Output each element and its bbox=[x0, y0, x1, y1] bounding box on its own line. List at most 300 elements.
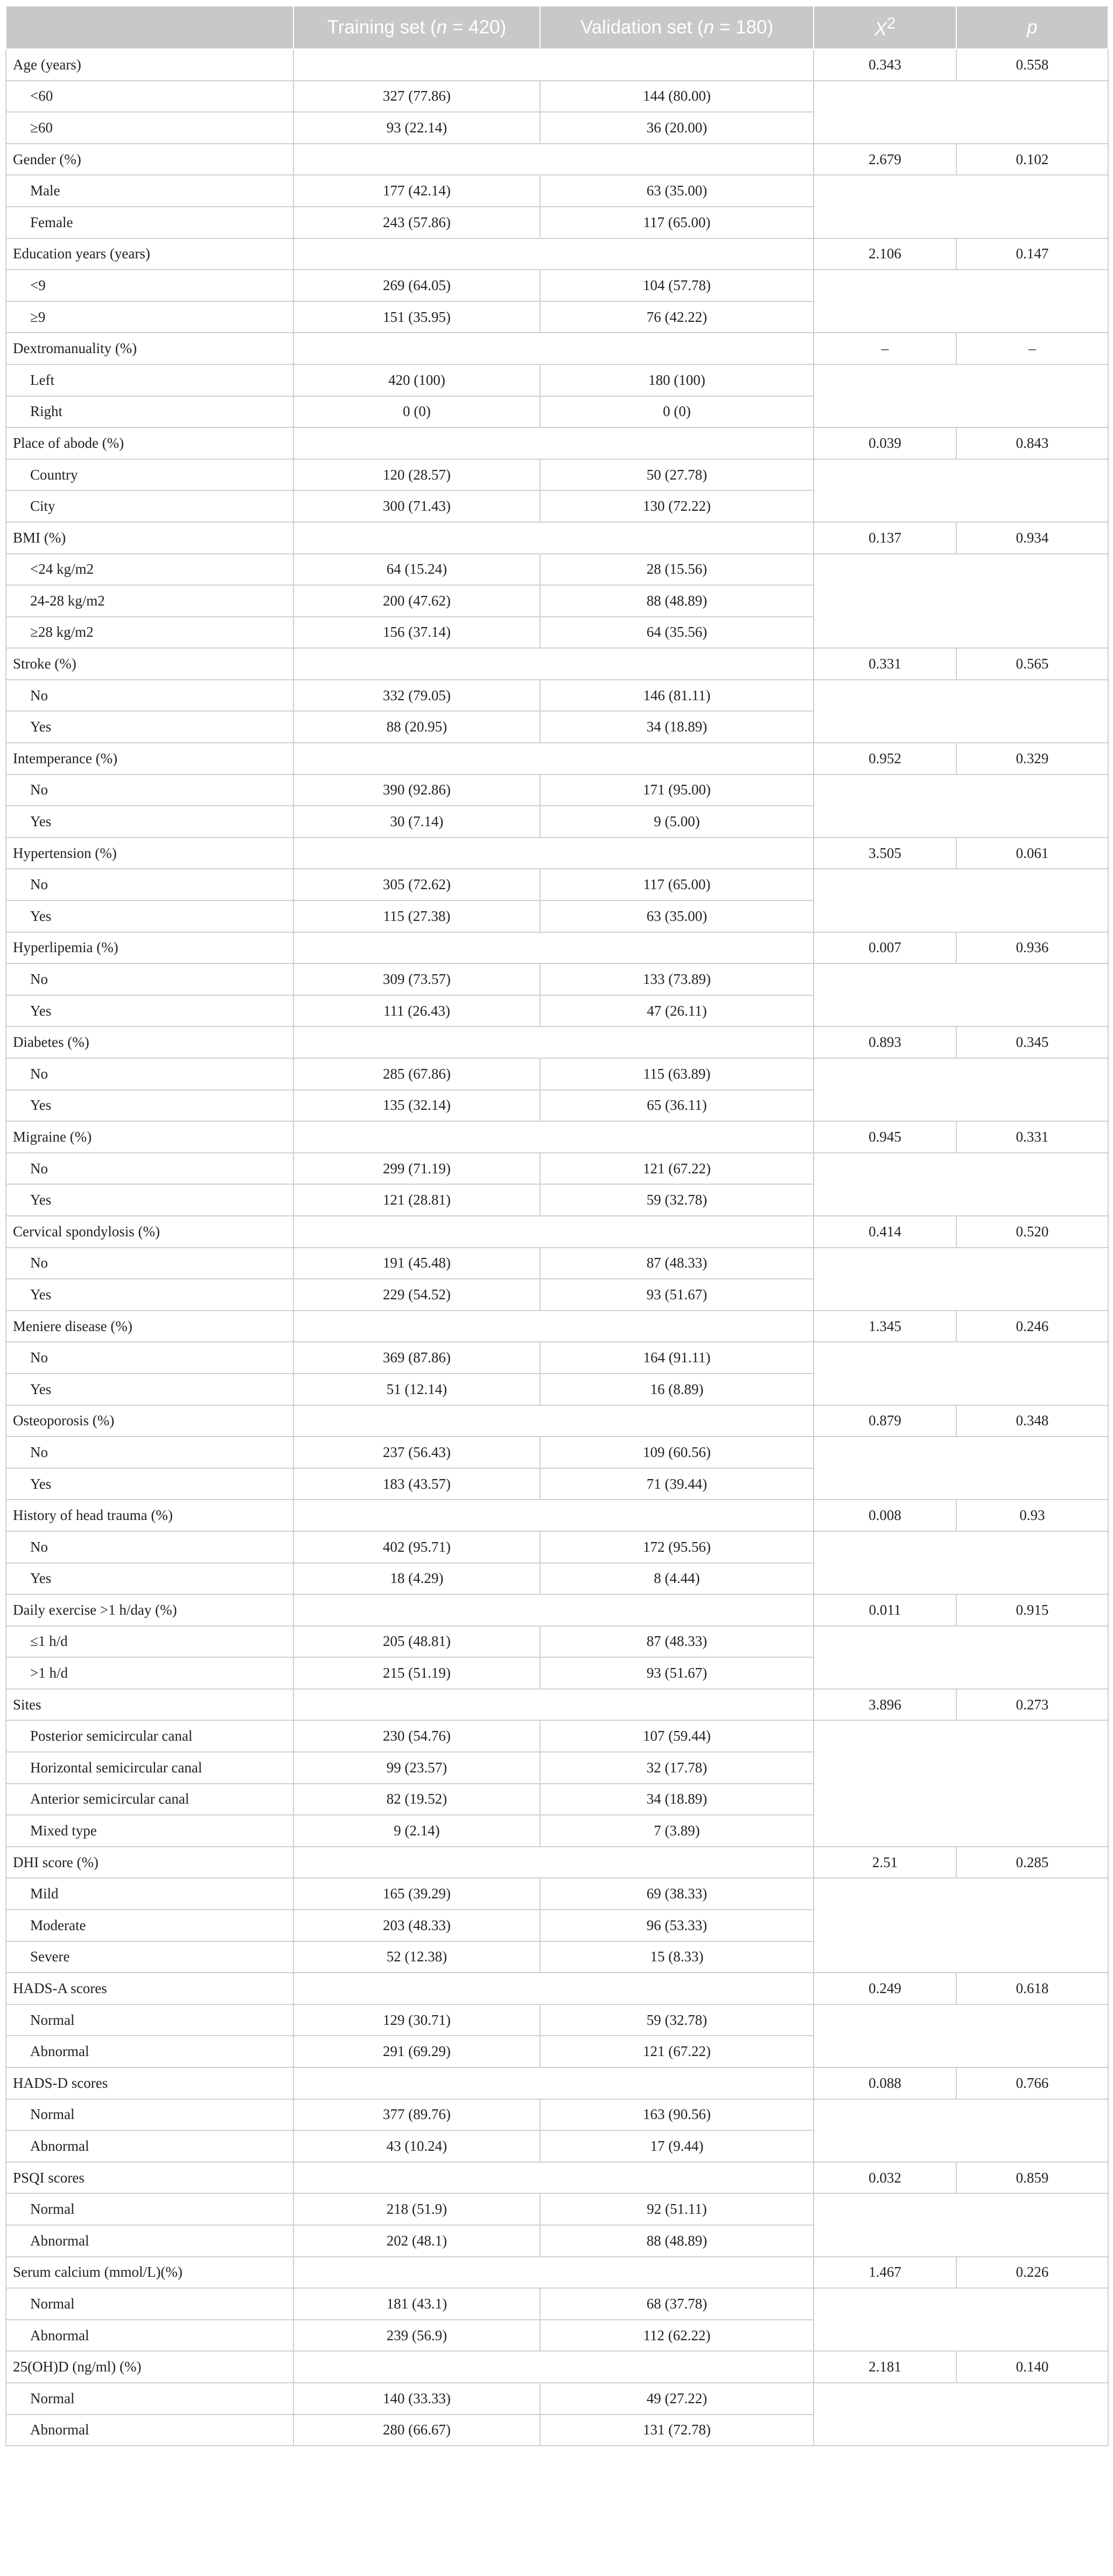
subgroup-label: Yes bbox=[6, 1279, 293, 1311]
table-row bbox=[6, 459, 1108, 491]
training-count: 332 (79.05) bbox=[293, 680, 540, 712]
validation-count: 17 (9.44) bbox=[540, 2130, 814, 2162]
subgroup-label: Yes bbox=[6, 1374, 293, 1405]
validation-count: 117 (65.00) bbox=[540, 869, 814, 900]
p-value: 0.246 bbox=[956, 1311, 1108, 1342]
chi-square-value: 0.414 bbox=[814, 1216, 956, 1248]
group-row bbox=[6, 932, 1108, 964]
training-count: 215 (51.19) bbox=[293, 1657, 540, 1689]
training-count: 369 (87.86) bbox=[293, 1342, 540, 1374]
group-label: Daily exercise >1 h/day (%) bbox=[6, 1594, 293, 1626]
validation-count: 36 (20.00) bbox=[540, 112, 814, 144]
chi-square-value: 0.137 bbox=[814, 522, 956, 554]
stat-blank-cell bbox=[814, 2193, 1108, 2256]
validation-count: 112 (62.22) bbox=[540, 2320, 814, 2352]
validation-count: 117 (65.00) bbox=[540, 207, 814, 238]
subgroup-label: Yes bbox=[6, 995, 293, 1027]
header-training-n: n bbox=[436, 17, 447, 38]
training-count: 300 (71.43) bbox=[293, 490, 540, 522]
validation-count: 49 (27.22) bbox=[540, 2383, 814, 2415]
p-value: 0.934 bbox=[956, 522, 1108, 554]
validation-count: 50 (27.78) bbox=[540, 459, 814, 491]
stat-blank-cell bbox=[814, 1531, 1108, 1594]
subgroup-label: No bbox=[6, 1531, 293, 1563]
group-row bbox=[6, 2162, 1108, 2194]
subgroup-label: No bbox=[6, 1058, 293, 1090]
subgroup-label: Yes bbox=[6, 1563, 293, 1595]
table-row bbox=[6, 2099, 1108, 2131]
training-count: 129 (30.71) bbox=[293, 2004, 540, 2036]
p-value: 0.273 bbox=[956, 1689, 1108, 1721]
training-count: 230 (54.76) bbox=[293, 1720, 540, 1752]
header-chi-base: X bbox=[874, 18, 887, 40]
stat-blank-cell bbox=[814, 554, 1108, 649]
group-label: Migraine (%) bbox=[6, 1121, 293, 1153]
table-row bbox=[6, 1437, 1108, 1468]
group-blank-cell bbox=[293, 1405, 814, 1437]
validation-count: 88 (48.89) bbox=[540, 2225, 814, 2257]
group-label: HADS-D scores bbox=[6, 2067, 293, 2099]
group-row bbox=[6, 2351, 1108, 2383]
group-blank-cell bbox=[293, 1500, 814, 1531]
validation-count: 163 (90.56) bbox=[540, 2099, 814, 2131]
group-row bbox=[6, 743, 1108, 775]
validation-count: 68 (37.78) bbox=[540, 2288, 814, 2320]
subgroup-label: ≥9 bbox=[6, 301, 293, 333]
table-row bbox=[6, 1342, 1108, 1374]
table-row bbox=[6, 680, 1108, 712]
group-label: Hypertension (%) bbox=[6, 837, 293, 869]
training-count: 200 (47.62) bbox=[293, 585, 540, 617]
group-row bbox=[6, 1847, 1108, 1878]
training-count: 18 (4.29) bbox=[293, 1563, 540, 1595]
p-value: 0.565 bbox=[956, 648, 1108, 680]
training-count: 165 (39.29) bbox=[293, 1878, 540, 1910]
chi-square-value: – bbox=[814, 333, 956, 364]
validation-count: 87 (48.33) bbox=[540, 1626, 814, 1658]
group-row bbox=[6, 1973, 1108, 2004]
chi-square-value: 0.011 bbox=[814, 1594, 956, 1626]
validation-count: 9 (5.00) bbox=[540, 806, 814, 837]
validation-count: 180 (100) bbox=[540, 364, 814, 396]
stat-blank-cell bbox=[814, 680, 1108, 743]
p-value: 0.618 bbox=[956, 1973, 1108, 2004]
group-blank-cell bbox=[293, 2257, 814, 2289]
chi-square-value: 3.896 bbox=[814, 1689, 956, 1721]
subgroup-label: Normal bbox=[6, 2099, 293, 2131]
subgroup-label: No bbox=[6, 1248, 293, 1279]
chi-square-value: 2.51 bbox=[814, 1847, 956, 1878]
stat-blank-cell bbox=[814, 364, 1108, 427]
training-count: 0 (0) bbox=[293, 396, 540, 428]
validation-count: 59 (32.78) bbox=[540, 1184, 814, 1216]
chi-square-value: 0.331 bbox=[814, 648, 956, 680]
training-count: 156 (37.14) bbox=[293, 617, 540, 649]
group-row bbox=[6, 333, 1108, 364]
subgroup-label: Yes bbox=[6, 1468, 293, 1500]
stat-blank-cell bbox=[814, 175, 1108, 238]
validation-count: 130 (72.22) bbox=[540, 490, 814, 522]
stat-blank-cell bbox=[814, 1878, 1108, 1973]
table-row bbox=[6, 81, 1108, 112]
validation-count: 172 (95.56) bbox=[540, 1531, 814, 1563]
validation-count: 104 (57.78) bbox=[540, 270, 814, 301]
group-label: Serum calcium (mmol/L)(%) bbox=[6, 2257, 293, 2289]
validation-count: 121 (67.22) bbox=[540, 1153, 814, 1185]
baseline-characteristics-table bbox=[5, 5, 1109, 2446]
validation-count: 63 (35.00) bbox=[540, 175, 814, 207]
validation-count: 93 (51.67) bbox=[540, 1279, 814, 1311]
stat-blank-cell bbox=[814, 2004, 1108, 2067]
group-label: HADS-A scores bbox=[6, 1973, 293, 2004]
group-blank-cell bbox=[293, 1689, 814, 1721]
validation-count: 64 (35.56) bbox=[540, 617, 814, 649]
header-variable bbox=[6, 6, 293, 49]
group-blank-cell bbox=[293, 2351, 814, 2383]
table-row bbox=[6, 2288, 1108, 2320]
subgroup-label: Yes bbox=[6, 806, 293, 837]
validation-count: 87 (48.33) bbox=[540, 1248, 814, 1279]
training-count: 309 (73.57) bbox=[293, 963, 540, 995]
group-row bbox=[6, 2257, 1108, 2289]
subgroup-label: No bbox=[6, 869, 293, 900]
chi-square-value: 0.879 bbox=[814, 1405, 956, 1437]
validation-count: 92 (51.11) bbox=[540, 2193, 814, 2225]
table-row bbox=[6, 869, 1108, 900]
subgroup-label: Anterior semicircular canal bbox=[6, 1784, 293, 1815]
p-value: 0.285 bbox=[956, 1847, 1108, 1878]
subgroup-label: Normal bbox=[6, 2193, 293, 2225]
validation-count: 93 (51.67) bbox=[540, 1657, 814, 1689]
training-count: 420 (100) bbox=[293, 364, 540, 396]
p-value: 0.766 bbox=[956, 2067, 1108, 2099]
table-row bbox=[6, 1153, 1108, 1185]
group-row bbox=[6, 1026, 1108, 1058]
group-row bbox=[6, 144, 1108, 175]
p-value: 0.345 bbox=[956, 1026, 1108, 1058]
validation-count: 107 (59.44) bbox=[540, 1720, 814, 1752]
group-label: PSQI scores bbox=[6, 2162, 293, 2194]
stat-blank-cell bbox=[814, 1626, 1108, 1689]
group-blank-cell bbox=[293, 238, 814, 270]
validation-count: 8 (4.44) bbox=[540, 1563, 814, 1595]
group-label: Hyperlipemia (%) bbox=[6, 932, 293, 964]
subgroup-label: Horizontal semicircular canal bbox=[6, 1752, 293, 1784]
stat-blank-cell bbox=[814, 1153, 1108, 1216]
group-label: Osteoporosis (%) bbox=[6, 1405, 293, 1437]
subgroup-label: ≥28 kg/m2 bbox=[6, 617, 293, 649]
chi-square-value: 0.952 bbox=[814, 743, 956, 775]
group-row bbox=[6, 1121, 1108, 1153]
group-blank-cell bbox=[293, 743, 814, 775]
stat-blank-cell bbox=[814, 1342, 1108, 1405]
chi-square-value: 3.505 bbox=[814, 837, 956, 869]
table-row bbox=[6, 775, 1108, 806]
subgroup-label: Left bbox=[6, 364, 293, 396]
subgroup-label: Mild bbox=[6, 1878, 293, 1910]
validation-count: 133 (73.89) bbox=[540, 963, 814, 995]
group-blank-cell bbox=[293, 648, 814, 680]
p-value: 0.859 bbox=[956, 2162, 1108, 2194]
group-label: Meniere disease (%) bbox=[6, 1311, 293, 1342]
validation-count: 0 (0) bbox=[540, 396, 814, 428]
table-row bbox=[6, 2193, 1108, 2225]
validation-count: 28 (15.56) bbox=[540, 554, 814, 586]
table-row bbox=[6, 1720, 1108, 1752]
chi-square-value: 0.343 bbox=[814, 49, 956, 81]
group-label: BMI (%) bbox=[6, 522, 293, 554]
validation-count: 34 (18.89) bbox=[540, 1784, 814, 1815]
training-count: 191 (45.48) bbox=[293, 1248, 540, 1279]
table-row bbox=[6, 1626, 1108, 1658]
stat-blank-cell bbox=[814, 1437, 1108, 1500]
p-value: 0.520 bbox=[956, 1216, 1108, 1248]
group-label: Gender (%) bbox=[6, 144, 293, 175]
group-label: Cervical spondylosis (%) bbox=[6, 1216, 293, 1248]
training-count: 120 (28.57) bbox=[293, 459, 540, 491]
stat-blank-cell bbox=[814, 2099, 1108, 2162]
stat-blank-cell bbox=[814, 2288, 1108, 2351]
header-p-value bbox=[956, 6, 1108, 49]
subgroup-label: Yes bbox=[6, 1184, 293, 1216]
group-blank-cell bbox=[293, 1216, 814, 1248]
validation-count: 164 (91.11) bbox=[540, 1342, 814, 1374]
chi-square-value: 0.088 bbox=[814, 2067, 956, 2099]
group-blank-cell bbox=[293, 427, 814, 459]
chi-square-value: 0.032 bbox=[814, 2162, 956, 2194]
group-blank-cell bbox=[293, 1973, 814, 2004]
validation-count: 171 (95.00) bbox=[540, 775, 814, 806]
p-value: 0.331 bbox=[956, 1121, 1108, 1153]
validation-count: 63 (35.00) bbox=[540, 900, 814, 932]
chi-square-value: 0.945 bbox=[814, 1121, 956, 1153]
p-value: 0.147 bbox=[956, 238, 1108, 270]
group-row bbox=[6, 1500, 1108, 1531]
validation-count: 144 (80.00) bbox=[540, 81, 814, 112]
validation-count: 109 (60.56) bbox=[540, 1437, 814, 1468]
header-validation-suffix: = 180) bbox=[714, 17, 774, 38]
training-count: 299 (71.19) bbox=[293, 1153, 540, 1185]
training-count: 377 (89.76) bbox=[293, 2099, 540, 2131]
subgroup-label: Moderate bbox=[6, 1910, 293, 1941]
table-row bbox=[6, 963, 1108, 995]
group-blank-cell bbox=[293, 1594, 814, 1626]
validation-count: 7 (3.89) bbox=[540, 1815, 814, 1847]
training-count: 115 (27.38) bbox=[293, 900, 540, 932]
stat-blank-cell bbox=[814, 869, 1108, 932]
p-value: 0.061 bbox=[956, 837, 1108, 869]
training-count: 183 (43.57) bbox=[293, 1468, 540, 1500]
group-blank-cell bbox=[293, 837, 814, 869]
validation-count: 69 (38.33) bbox=[540, 1878, 814, 1910]
subgroup-label: Country bbox=[6, 459, 293, 491]
group-blank-cell bbox=[293, 49, 814, 81]
group-row bbox=[6, 427, 1108, 459]
group-blank-cell bbox=[293, 333, 814, 364]
training-count: 269 (64.05) bbox=[293, 270, 540, 301]
p-value: 0.140 bbox=[956, 2351, 1108, 2383]
subgroup-label: City bbox=[6, 490, 293, 522]
chi-square-value: 0.008 bbox=[814, 1500, 956, 1531]
validation-count: 131 (72.78) bbox=[540, 2415, 814, 2446]
p-value: 0.329 bbox=[956, 743, 1108, 775]
subgroup-label: Abnormal bbox=[6, 2415, 293, 2446]
chi-square-value: 0.007 bbox=[814, 932, 956, 964]
group-label: Intemperance (%) bbox=[6, 743, 293, 775]
table-row bbox=[6, 2383, 1108, 2415]
subgroup-label: No bbox=[6, 1153, 293, 1185]
table-row bbox=[6, 554, 1108, 586]
training-count: 218 (51.9) bbox=[293, 2193, 540, 2225]
training-count: 151 (35.95) bbox=[293, 301, 540, 333]
training-count: 64 (15.24) bbox=[293, 554, 540, 586]
training-count: 52 (12.38) bbox=[293, 1941, 540, 1973]
subgroup-label: 24-28 kg/m2 bbox=[6, 585, 293, 617]
chi-square-value: 1.467 bbox=[814, 2257, 956, 2289]
header-validation-prefix: Validation set ( bbox=[580, 17, 704, 38]
group-label: Stroke (%) bbox=[6, 648, 293, 680]
table-body bbox=[6, 49, 1108, 2446]
header-chi-sup: 2 bbox=[887, 15, 896, 32]
group-blank-cell bbox=[293, 1311, 814, 1342]
group-row bbox=[6, 2067, 1108, 2099]
training-count: 203 (48.33) bbox=[293, 1910, 540, 1941]
validation-count: 15 (8.33) bbox=[540, 1941, 814, 1973]
subgroup-label: ≥60 bbox=[6, 112, 293, 144]
training-count: 51 (12.14) bbox=[293, 1374, 540, 1405]
header-training-prefix: Training set ( bbox=[327, 17, 437, 38]
p-value: 0.93 bbox=[956, 1500, 1108, 1531]
chi-square-value: 0.893 bbox=[814, 1026, 956, 1058]
validation-count: 59 (32.78) bbox=[540, 2004, 814, 2036]
p-value: 0.843 bbox=[956, 427, 1108, 459]
training-count: 121 (28.81) bbox=[293, 1184, 540, 1216]
table-row bbox=[6, 1531, 1108, 1563]
group-label: 25(OH)D (ng/ml) (%) bbox=[6, 2351, 293, 2383]
table-row bbox=[6, 175, 1108, 207]
p-value: 0.348 bbox=[956, 1405, 1108, 1437]
subgroup-label: ≤1 h/d bbox=[6, 1626, 293, 1658]
table-row bbox=[6, 1058, 1108, 1090]
subgroup-label: No bbox=[6, 1437, 293, 1468]
training-count: 239 (56.9) bbox=[293, 2320, 540, 2352]
group-label: Education years (years) bbox=[6, 238, 293, 270]
group-row bbox=[6, 1216, 1108, 1248]
training-count: 140 (33.33) bbox=[293, 2383, 540, 2415]
subgroup-label: Severe bbox=[6, 1941, 293, 1973]
table-header-row bbox=[6, 6, 1108, 49]
chi-square-value: 2.106 bbox=[814, 238, 956, 270]
group-label: Place of abode (%) bbox=[6, 427, 293, 459]
validation-count: 32 (17.78) bbox=[540, 1752, 814, 1784]
subgroup-label: Yes bbox=[6, 1090, 293, 1122]
stat-blank-cell bbox=[814, 963, 1108, 1026]
chi-square-value: 2.679 bbox=[814, 144, 956, 175]
subgroup-label: Normal bbox=[6, 2004, 293, 2036]
validation-count: 121 (67.22) bbox=[540, 2036, 814, 2067]
group-row bbox=[6, 238, 1108, 270]
chi-square-value: 2.181 bbox=[814, 2351, 956, 2383]
subgroup-label: No bbox=[6, 680, 293, 712]
p-value: – bbox=[956, 333, 1108, 364]
subgroup-label: Mixed type bbox=[6, 1815, 293, 1847]
subgroup-label: <9 bbox=[6, 270, 293, 301]
training-count: 305 (72.62) bbox=[293, 869, 540, 900]
training-count: 291 (69.29) bbox=[293, 2036, 540, 2067]
header-chi-square bbox=[814, 6, 956, 49]
table-row bbox=[6, 1878, 1108, 1910]
stat-blank-cell bbox=[814, 1720, 1108, 1846]
group-blank-cell bbox=[293, 144, 814, 175]
group-row bbox=[6, 1311, 1108, 1342]
training-count: 285 (67.86) bbox=[293, 1058, 540, 1090]
stat-blank-cell bbox=[814, 270, 1108, 333]
subgroup-label: Male bbox=[6, 175, 293, 207]
group-row bbox=[6, 1689, 1108, 1721]
group-label: Dextromanuality (%) bbox=[6, 333, 293, 364]
group-row bbox=[6, 1405, 1108, 1437]
subgroup-label: Abnormal bbox=[6, 2225, 293, 2257]
subgroup-label: Yes bbox=[6, 900, 293, 932]
training-count: 390 (92.86) bbox=[293, 775, 540, 806]
group-label: DHI score (%) bbox=[6, 1847, 293, 1878]
table-row bbox=[6, 270, 1108, 301]
group-label: Diabetes (%) bbox=[6, 1026, 293, 1058]
group-blank-cell bbox=[293, 1026, 814, 1058]
validation-count: 47 (26.11) bbox=[540, 995, 814, 1027]
training-count: 43 (10.24) bbox=[293, 2130, 540, 2162]
group-row bbox=[6, 837, 1108, 869]
group-blank-cell bbox=[293, 522, 814, 554]
table-row bbox=[6, 1248, 1108, 1279]
validation-count: 65 (36.11) bbox=[540, 1090, 814, 1122]
group-blank-cell bbox=[293, 1847, 814, 1878]
training-count: 30 (7.14) bbox=[293, 806, 540, 837]
group-label: Age (years) bbox=[6, 49, 293, 81]
chi-square-value: 1.345 bbox=[814, 1311, 956, 1342]
training-count: 9 (2.14) bbox=[293, 1815, 540, 1847]
training-count: 99 (23.57) bbox=[293, 1752, 540, 1784]
validation-count: 96 (53.33) bbox=[540, 1910, 814, 1941]
header-p: p bbox=[1027, 17, 1038, 38]
subgroup-label: <60 bbox=[6, 81, 293, 112]
subgroup-label: Abnormal bbox=[6, 2036, 293, 2067]
training-count: 229 (54.52) bbox=[293, 1279, 540, 1311]
chi-square-value: 0.249 bbox=[814, 1973, 956, 2004]
training-count: 202 (48.1) bbox=[293, 2225, 540, 2257]
validation-count: 115 (63.89) bbox=[540, 1058, 814, 1090]
header-validation-n: n bbox=[703, 17, 715, 38]
subgroup-label: Posterior semicircular canal bbox=[6, 1720, 293, 1752]
stat-blank-cell bbox=[814, 81, 1108, 144]
training-count: 402 (95.71) bbox=[293, 1531, 540, 1563]
header-training-set bbox=[293, 6, 540, 49]
stat-blank-cell bbox=[814, 459, 1108, 522]
training-count: 88 (20.95) bbox=[293, 711, 540, 743]
stat-blank-cell bbox=[814, 1058, 1108, 1121]
subgroup-label: <24 kg/m2 bbox=[6, 554, 293, 586]
training-count: 280 (66.67) bbox=[293, 2415, 540, 2446]
subgroup-label: No bbox=[6, 963, 293, 995]
training-count: 135 (32.14) bbox=[293, 1090, 540, 1122]
subgroup-label: Normal bbox=[6, 2288, 293, 2320]
p-value: 0.558 bbox=[956, 49, 1108, 81]
subgroup-label: Abnormal bbox=[6, 2130, 293, 2162]
validation-count: 146 (81.11) bbox=[540, 680, 814, 712]
group-row bbox=[6, 648, 1108, 680]
training-count: 111 (26.43) bbox=[293, 995, 540, 1027]
p-value: 0.226 bbox=[956, 2257, 1108, 2289]
